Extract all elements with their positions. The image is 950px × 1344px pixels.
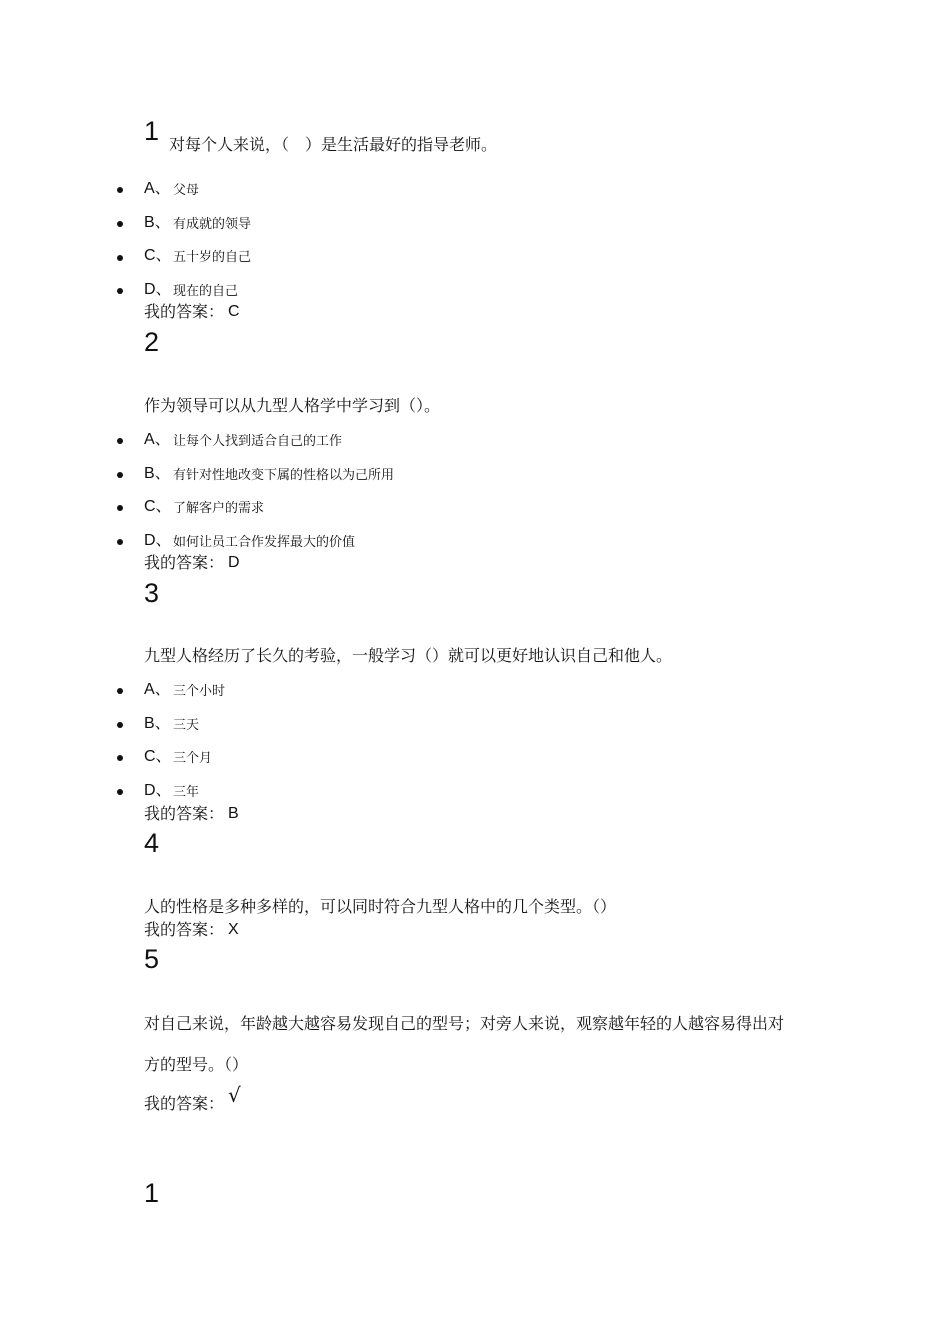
- bullet-icon: [117, 688, 123, 694]
- question-4-answer-value: X: [228, 921, 239, 938]
- question-2-answer-label: 我的答案：: [144, 553, 225, 572]
- question-2-answer-value: D: [228, 554, 240, 571]
- bullet-icon: [117, 755, 123, 761]
- question-5-answer-label: 我的答案：: [144, 1094, 225, 1113]
- question-2-option-b-letter: B、: [144, 465, 171, 482]
- question-3-answer-value: B: [228, 805, 239, 822]
- question-1-option-c-text: 五十岁的自己: [173, 250, 252, 265]
- bullet-icon: [117, 221, 123, 227]
- bullet-icon: [117, 722, 123, 728]
- question-3-option-b-letter: B、: [144, 715, 171, 732]
- question-3-option-d-letter: D、: [144, 782, 172, 799]
- bullet-icon: [117, 472, 123, 478]
- question-2-option-d-letter: D、: [144, 532, 172, 549]
- question-2-option-c-text: 了解客户的需求: [173, 501, 265, 516]
- question-3-option-c-letter: C、: [144, 748, 172, 765]
- question-4-number: 4: [144, 828, 160, 858]
- question-3-option-a-text: 三个小时: [173, 684, 226, 699]
- question-3-answer-label: 我的答案：: [144, 804, 225, 823]
- bullet-icon: [117, 539, 123, 545]
- question-3-text: 九型人格经历了长久的考验，一般学习（）就可以更好地认识自己和他人。: [144, 646, 673, 665]
- question-2-text: 作为领导可以从九型人格学中学习到（）。: [144, 396, 441, 415]
- question-1-option-d-letter: D、: [144, 281, 172, 298]
- question-1-text: 对每个人来说，（ ）是生活最好的指导老师。: [169, 135, 498, 154]
- bullet-icon: [117, 438, 123, 444]
- question-3-option-a-letter: A、: [144, 681, 171, 698]
- question-5-text-line2: 方的型号。（）: [144, 1055, 249, 1074]
- question-3-number: 3: [144, 578, 160, 608]
- question-1-option-b-text: 有成就的领导: [173, 217, 252, 232]
- question-2-number: 2: [144, 327, 160, 357]
- question-5-answer-value: √: [228, 1083, 241, 1107]
- question-2-option-d-text: 如何让员工合作发挥最大的价值: [173, 535, 356, 550]
- question-2-option-c-letter: C、: [144, 498, 172, 515]
- next-section-number: 1: [144, 1178, 160, 1208]
- question-1-answer-value: C: [228, 303, 240, 320]
- question-1-answer-label: 我的答案：: [144, 302, 225, 321]
- question-3-option-b-text: 三天: [173, 718, 200, 733]
- question-1-option-c-letter: C、: [144, 247, 172, 264]
- question-1-option-b-letter: B、: [144, 214, 171, 231]
- question-1-option-d-text: 现在的自己: [173, 284, 239, 299]
- question-2-option-b-text: 有针对性地改变下属的性格以为己所用: [173, 468, 395, 483]
- bullet-icon: [117, 187, 123, 193]
- bullet-icon: [117, 288, 123, 294]
- question-4-text: 人的性格是多种多样的，可以同时符合九型人格中的几个类型。（）: [144, 897, 617, 916]
- question-1-number: 1: [144, 116, 160, 146]
- question-5-number: 5: [144, 944, 160, 974]
- bullet-icon: [117, 505, 123, 511]
- question-1-option-a-letter: A、: [144, 180, 171, 197]
- question-3-option-d-text: 三年: [173, 785, 200, 800]
- bullet-icon: [117, 255, 123, 261]
- question-2-option-a-text: 让每个人找到适合自己的工作: [173, 434, 343, 449]
- question-3-option-c-text: 三个月: [173, 751, 213, 766]
- question-5-text-line1: 对自己来说，年龄越大越容易发现自己的型号；对旁人来说，观察越年轻的人越容易得出对: [144, 1014, 785, 1033]
- question-1-option-a-text: 父母: [173, 183, 200, 198]
- bullet-icon: [117, 789, 123, 795]
- question-4-answer-label: 我的答案：: [144, 920, 225, 939]
- question-2-option-a-letter: A、: [144, 431, 171, 448]
